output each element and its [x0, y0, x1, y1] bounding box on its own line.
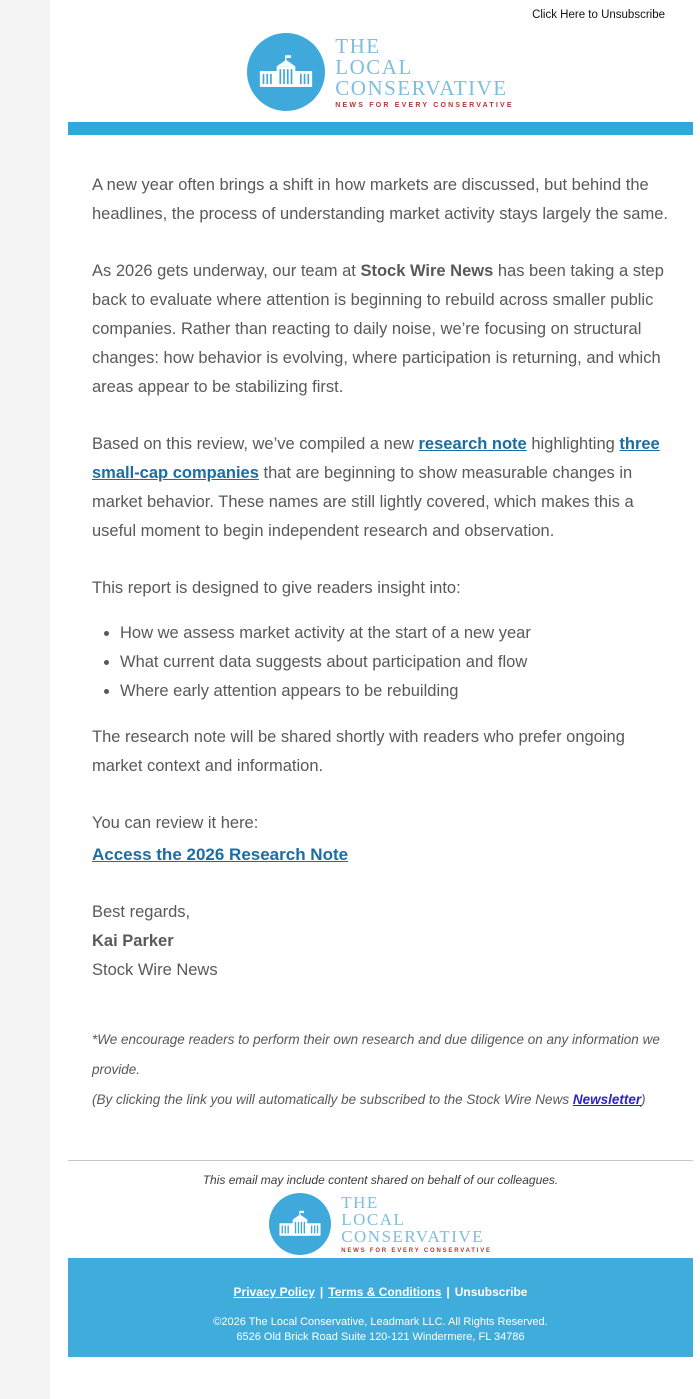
disclaimer: [92, 1025, 682, 1115]
brand-name-line2: LOCAL: [335, 54, 413, 79]
colleagues-note: This email may include content shared on behalf of our colleagues.: [202, 1173, 559, 1187]
list-item: • Where early attention appears to be rebuilding: [120, 677, 652, 706]
paragraph-review-text-3: that are beginning to show measurable changes in market behavior. These names are still lightly covered, which makes this a useful moment to begin independent research and observation.: [92, 464, 634, 540]
research-note-link[interactable]: research note: [418, 435, 527, 453]
stock-wire-news-bold: Stock Wire News: [360, 262, 494, 280]
disclaimer-line2-close: ): [641, 1092, 646, 1107]
paragraph-team-text-2: has been taking a step back to evaluate where attention is beginning to rebuild across smaller public companies. Rather than reacting to daily noise, we’re focusing on structural changes: how behavior is evolving, where participation is returning, and which areas appear to be stabilizing first.: [92, 262, 664, 396]
paragraph-review-text: Based on this review, we’ve compiled a new: [92, 435, 419, 453]
footer-links-row: [68, 1258, 693, 1299]
footer-separator: |: [446, 1285, 450, 1299]
footer-bar: [68, 1258, 693, 1357]
email-body: [68, 171, 672, 1115]
brand-logo: [68, 33, 693, 111]
disclaimer-line1: *We encourage readers to perform their own research and due diligence on any information we provide.: [92, 1032, 660, 1077]
white-house-icon: [269, 1193, 331, 1255]
brand-name-line3: CONSERVATIVE: [341, 1227, 485, 1246]
signoff: Best regards,: [92, 903, 191, 921]
insights-list: [92, 619, 652, 706]
cta-row: [92, 840, 672, 870]
list-item: • How we assess market activity at the start of a new year: [120, 619, 652, 648]
brand-name-line3: CONSERVATIVE: [335, 75, 508, 100]
address-text: 6526 Old Brick Road Suite 120-121 Windermere, FL 34786: [236, 1331, 525, 1343]
brand-name-line1: THE: [335, 33, 381, 58]
paragraph-shared: The research note will be shared shortly with readers who prefer ongoing market context and information.: [92, 728, 625, 775]
paragraph-team-text: As 2026 gets underway, our team at: [92, 262, 361, 280]
copyright-text: ©2026 The Local Conservative, Leadmark LLC. All Rights Reserved.: [213, 1316, 548, 1328]
top-unsubscribe-link[interactable]: Click Here to Unsubscribe: [532, 9, 665, 21]
signature-org: Stock Wire News: [92, 961, 218, 979]
brand-name-line1: THE: [341, 1193, 379, 1212]
footer-brand-wordmark: [341, 1194, 492, 1254]
newsletter-link[interactable]: Newsletter: [572, 1092, 642, 1107]
footer-separator: |: [319, 1285, 324, 1299]
paragraph-review-text-2: highlighting: [526, 435, 620, 453]
paragraph-review-here: You can review it here:: [92, 814, 259, 832]
email-container: [50, 0, 700, 1399]
paragraph-intro: A new year often brings a shift in how markets are discussed, but behind the headlines, the process of understanding market activity stays largely the same.: [92, 176, 668, 223]
footer-brand-logo: [68, 1193, 693, 1255]
paragraph-team: [92, 257, 672, 402]
terms-conditions-link[interactable]: Terms & Conditions: [328, 1285, 442, 1299]
white-house-icon: [247, 33, 325, 111]
brand-wordmark: [335, 33, 514, 109]
footer-unsubscribe-link[interactable]: Unsubscribe: [454, 1285, 528, 1299]
list-item: • What current data suggests about participation and flow: [120, 648, 652, 677]
signature-name: Kai Parker: [92, 932, 174, 950]
three-small-cap-companies-link[interactable]: three small-cap companies: [92, 435, 660, 482]
footer-legal: [68, 1315, 693, 1345]
brand-tagline: NEWS FOR EVERY CONSERVATIVE: [335, 101, 514, 109]
brand-tagline: NEWS FOR EVERY CONSERVATIVE: [341, 1248, 492, 1254]
paragraph-report-intro: This report is designed to give readers insight into:: [92, 579, 461, 597]
footer-divider: [68, 1160, 693, 1161]
access-research-note-link[interactable]: Access the 2026 Research Note: [92, 845, 349, 864]
disclaimer-line2: (By clicking the link you will automatically be subscribed to the Stock Wire News: [92, 1092, 573, 1107]
privacy-policy-link[interactable]: Privacy Policy: [233, 1285, 315, 1299]
top-unsubscribe-row: [68, 0, 693, 21]
header-accent-bar: [68, 122, 693, 135]
paragraph-review: [92, 430, 672, 546]
signature-block: [92, 898, 672, 985]
brand-name-line2: LOCAL: [341, 1210, 406, 1229]
